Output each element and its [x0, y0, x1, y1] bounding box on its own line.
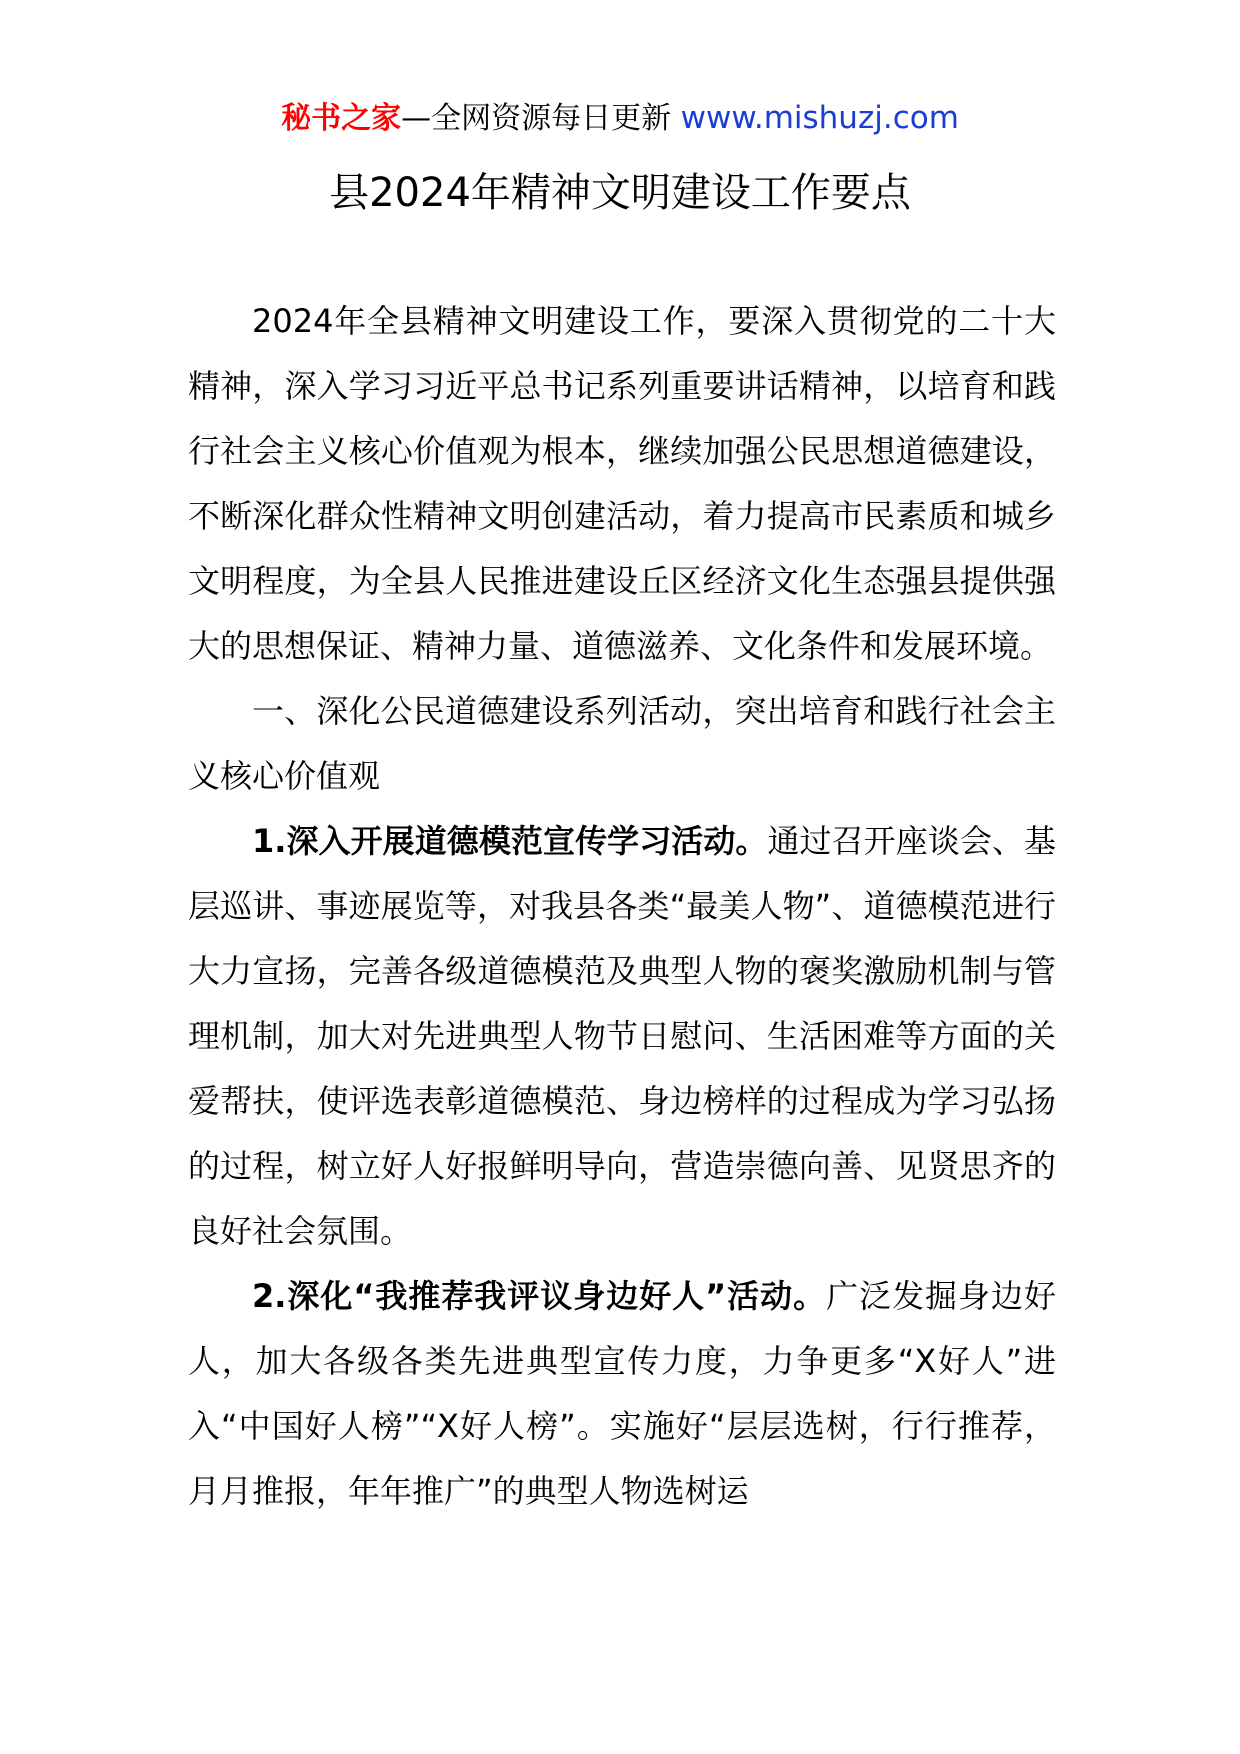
document-body	[188, 289, 1056, 1524]
item-text-2: 广泛发掘身边好人，加大各级各类先进典型宣传力度，力争更多“X好人”进入“中国好人榜”“X好人榜”。实施好“层层选树，行行推荐，月月推报，年年推广”的典型人物选树运	[188, 1277, 1056, 1510]
section-heading-1: 一、深化公民道德建设系列活动，突出培育和践行社会主义核心价值观	[188, 692, 1056, 795]
item-heading-2: 2.深化“我推荐我评议身边好人”活动。	[252, 1277, 827, 1315]
site-header	[0, 98, 1240, 139]
intro-paragraph: 2024年全县精神文明建设工作，要深入贯彻党的二十大精神，深入学习习近平总书记系列重要讲话精神，以培育和践行社会主义核心价值观为根本，继续加强公民思想道德建设，不断深化群众性精神文明创建活动，着力提高市民素质和城乡文明程度，为全县人民推进建设丘区经济文化生态强县提供强大的思想保证、精神力量、道德滋养、文化条件和发展环境。	[188, 302, 1056, 665]
item-paragraph-2	[188, 1264, 1056, 1524]
site-tagline: —全网资源每日更新	[401, 101, 681, 136]
document-title: 县2024年精神文明建设工作要点	[329, 170, 911, 216]
item-heading-1: 1.深入开展道德模范宣传学习活动。	[252, 822, 768, 860]
site-brand: 秘书之家	[281, 101, 402, 136]
item-text-1: 通过召开座谈会、基层巡讲、事迹展览等，对我县各类“最美人物”、道德模范进行大力宣扬，完善各级道德模范及典型人物的褒奖激励机制与管理机制，加大对先进典型人物节日慰问、生活困难等方面的关爱帮扶，使评选表彰道德模范、身边榜样的过程成为学习弘扬的过程，树立好人好报鲜明导向，营造崇德向善、见贤思齐的良好社会氛围。	[188, 822, 1056, 1250]
item-paragraph-1	[188, 809, 1056, 1264]
site-url-link[interactable]: www.mishuzj.com	[680, 100, 959, 136]
